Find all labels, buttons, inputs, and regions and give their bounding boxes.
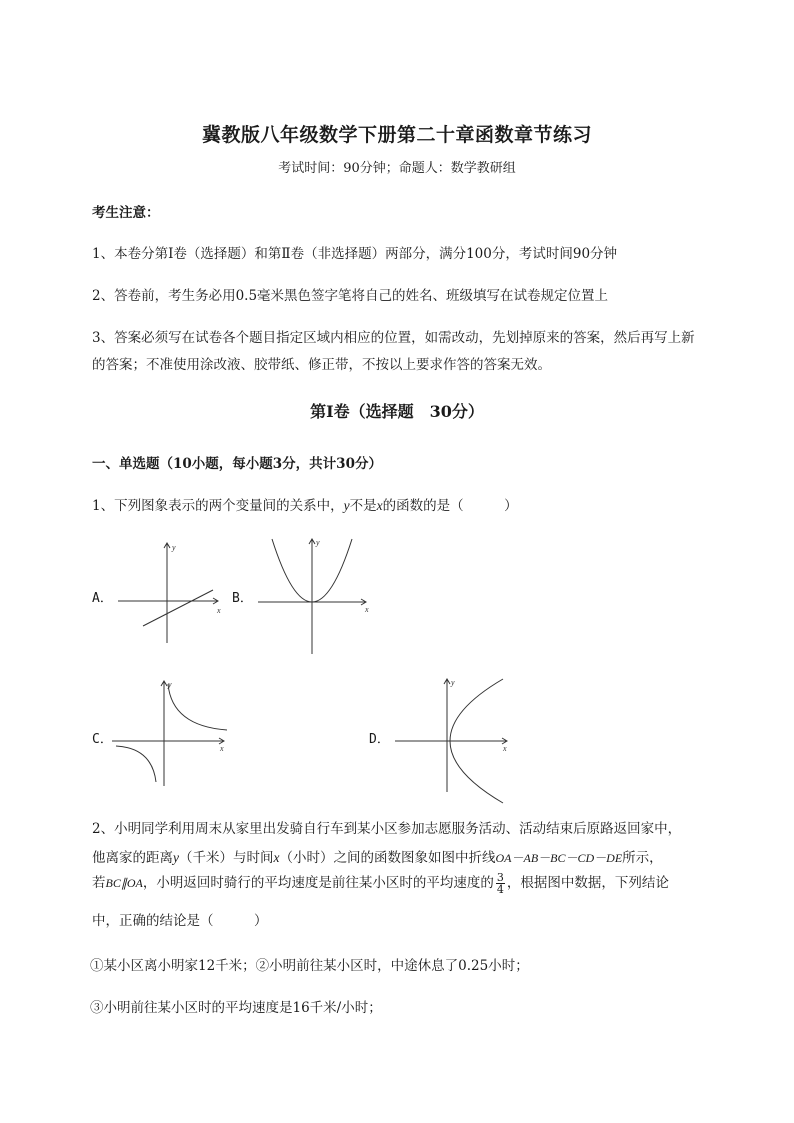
option-a-graph <box>118 538 228 648</box>
y-axis-label: y <box>172 543 176 552</box>
notice-heading: 考生注意： <box>92 205 160 221</box>
question-2-line-3: 若BC∥OA，小明返回时骑行的平均速度是前往某小区时的平均速度的 $\frac{3}{4}$ ，根据图中数据，下列结论 <box>92 871 669 896</box>
option-d-label: D． <box>369 732 390 747</box>
option-a-label: A． <box>92 591 113 606</box>
option-b-label: B． <box>232 591 253 606</box>
x-axis-label: x <box>217 606 221 615</box>
notice-item-1: 1、本卷分第I卷（选择题）和第Ⅱ卷（非选择题）两部分，满分100分，考试时间90分钟 <box>92 246 618 262</box>
option-c-graph <box>112 678 232 788</box>
option-b-graph <box>258 536 373 656</box>
page-title: 冀教版八年级数学下册第二十章函数章节练习 <box>201 124 592 146</box>
hyperbola-branch-1 <box>168 684 227 730</box>
question-2-line-4: 中，正确的结论是（ ） <box>92 913 268 929</box>
y-axis-label: y <box>316 538 320 547</box>
option-d-graph <box>395 676 515 794</box>
hyperbola-branch-2 <box>116 746 156 782</box>
section-title: 第I卷（选择题 30分） <box>310 402 484 421</box>
notice-item-2: 2、答卷前，考生务必用0.5毫米黑色签字笔将自己的姓名、班级填写在试卷规定位置上 <box>92 288 609 304</box>
x-axis-label: x <box>220 744 224 753</box>
part-one-heading: 一、单选题（10小题，每小题3分，共计30分） <box>92 456 382 472</box>
y-axis-label: y <box>168 680 172 689</box>
question-2-line-2: 他离家的距离y（千米）与时间x（小时）之间的函数图象如图中折线OA－AB－BC－CD－DE所示， <box>92 850 663 866</box>
option-c-label: C． <box>92 732 113 747</box>
x-axis-label: x <box>365 605 369 614</box>
x-axis-label: x <box>503 744 507 753</box>
y-axis-label: y <box>451 678 455 687</box>
fraction: $\frac{3}{4}$ <box>496 871 504 896</box>
line-curve <box>143 590 213 626</box>
question-1: 1、下列图象表示的两个变量间的关系中，y不是x的函数的是（ ） <box>92 498 518 514</box>
exam-info: 考试时间：90分钟；命题人：数学教研组 <box>278 161 516 176</box>
question-2-statement-2: ③小明前往某小区时的平均速度是16千米/小时； <box>90 1000 382 1016</box>
question-2-statement-1: ①某小区离小明家12千米；②小明前往某小区时，中途休息了0.25小时； <box>90 958 529 974</box>
notice-item-3-cont: 的答案；不准使用涂改液、胶带纸、修正带，不按以上要求作答的答案无效。 <box>92 357 551 373</box>
question-2-line-1: 2、小明同学利用周末从家里出发骑自行车到某小区参加志愿服务活动、活动结束后原路返回家中， <box>92 821 682 837</box>
notice-item-3: 3、答案必须写在试卷各个题目指定区域内相应的位置，如需改动，先划掉原来的答案，然后再写上新 <box>92 330 695 346</box>
